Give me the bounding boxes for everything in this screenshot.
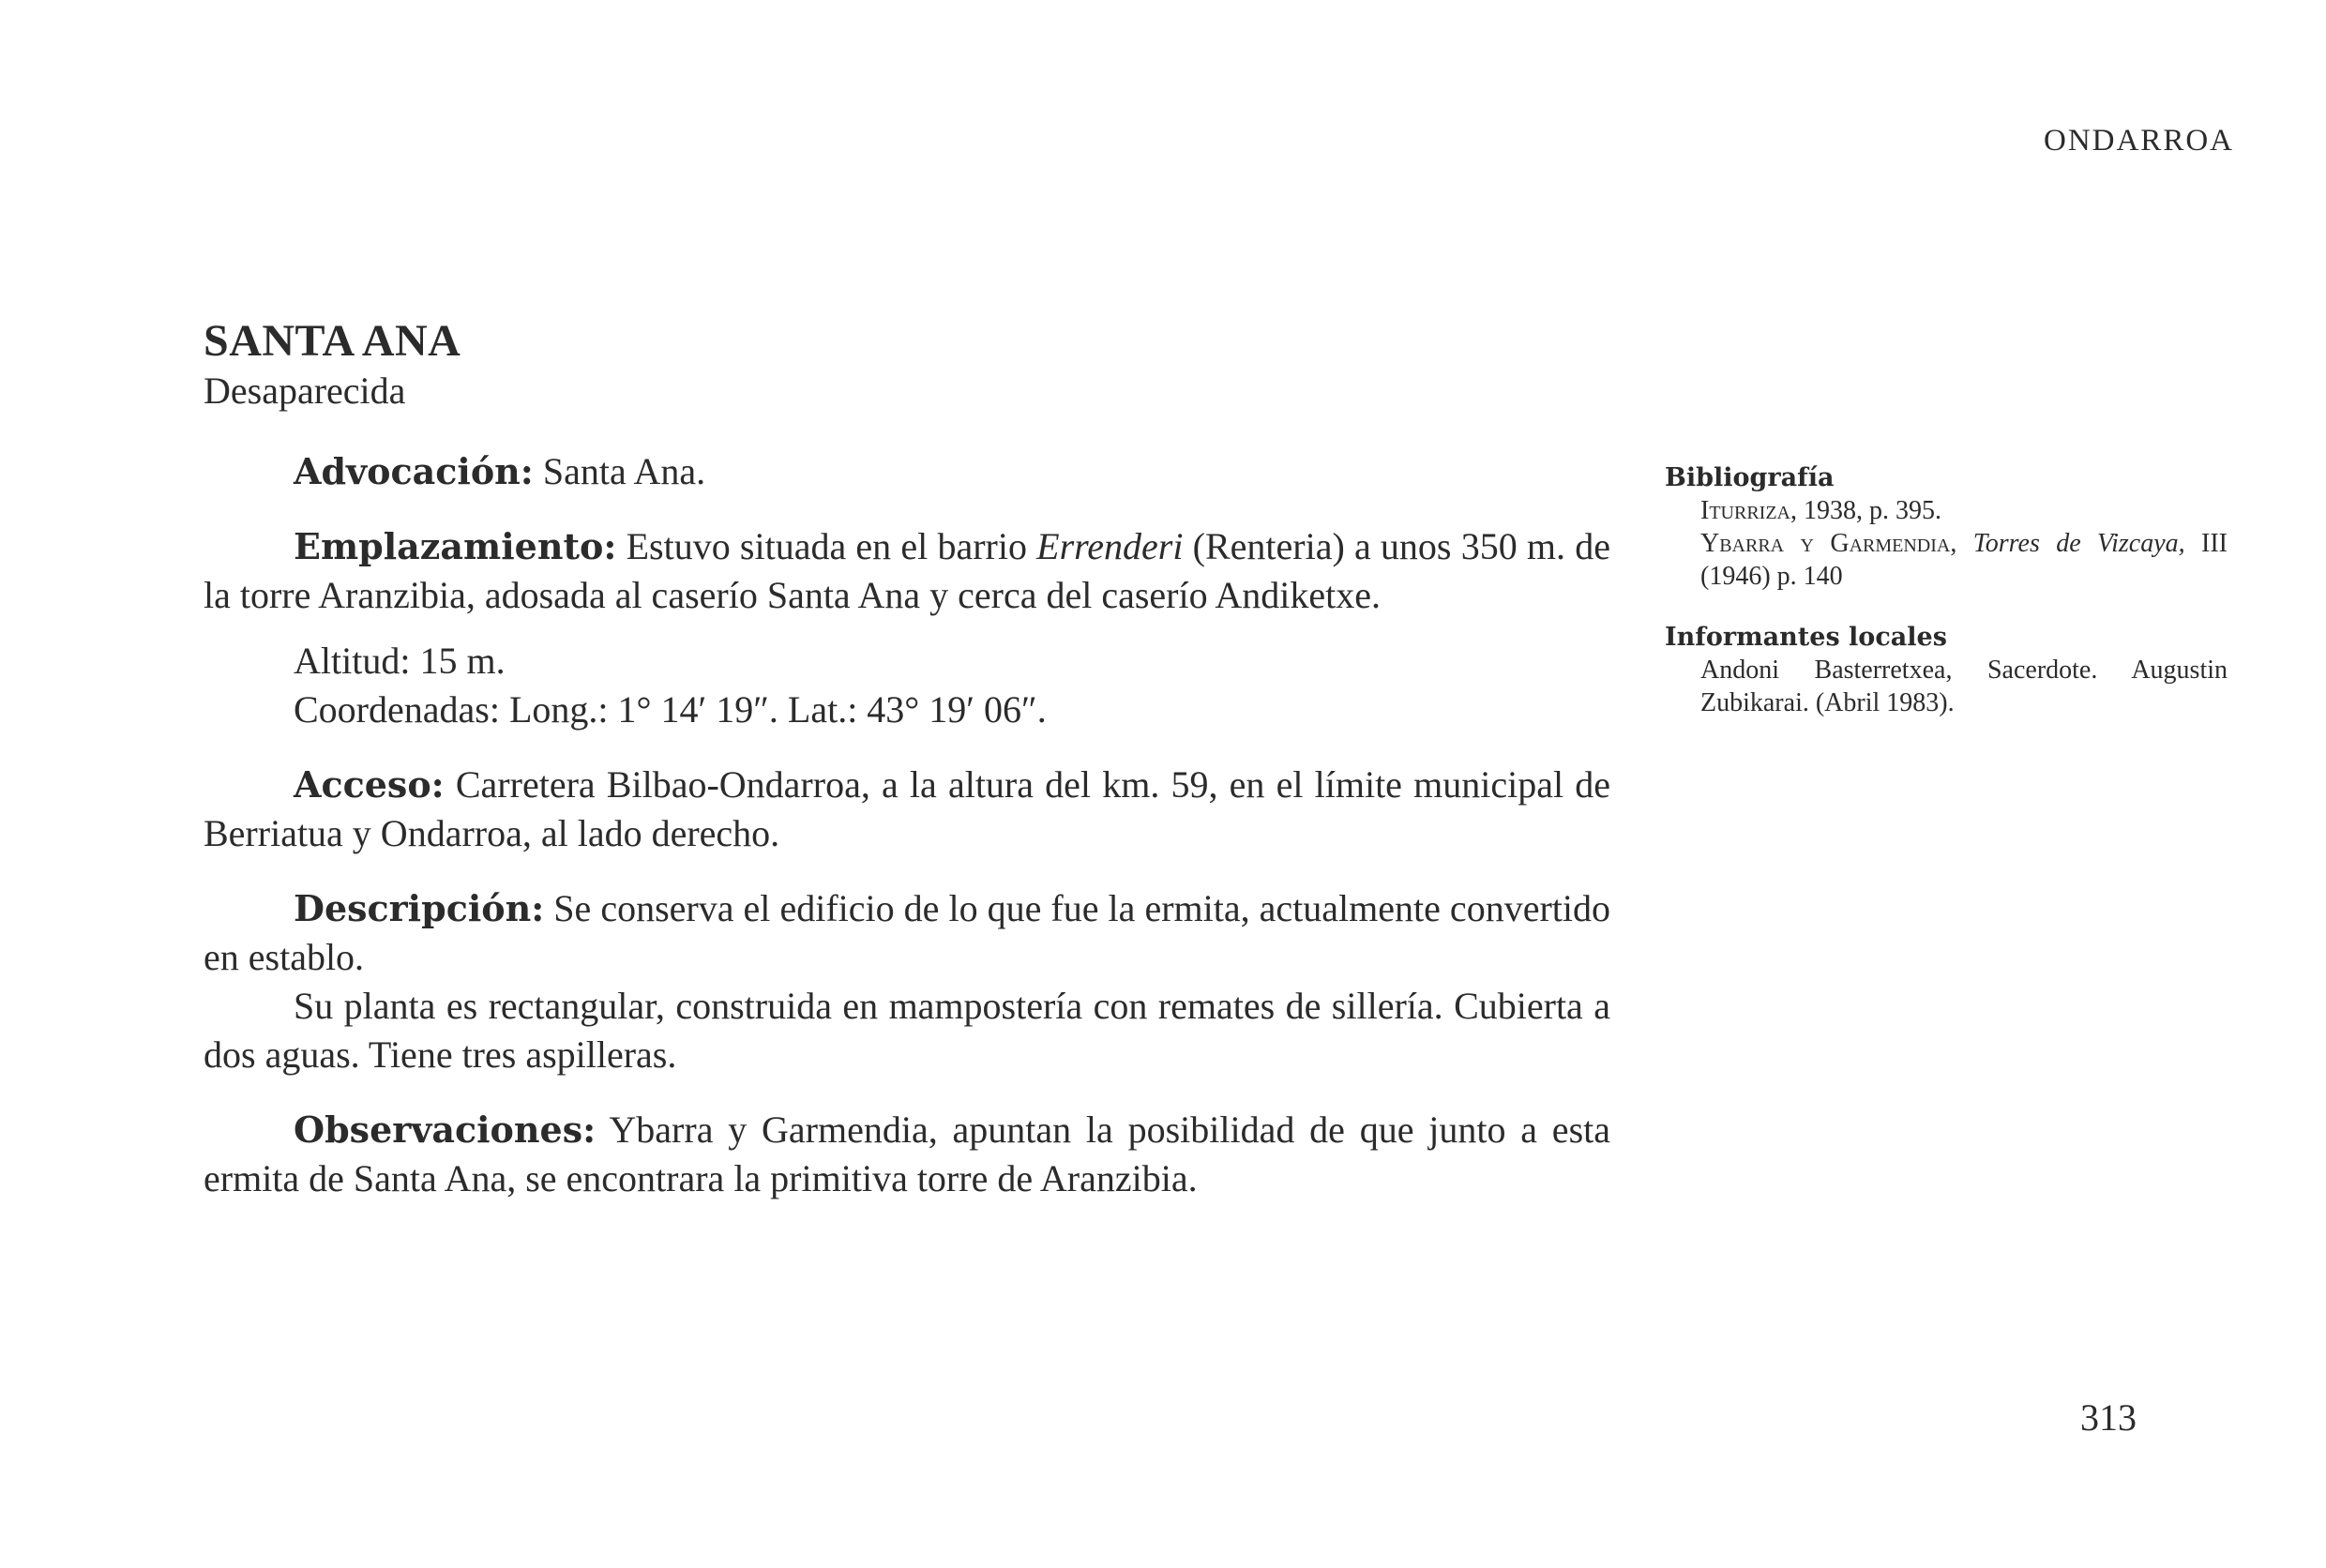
bibliografia-title: Torres de Vizcaya, <box>1972 529 2185 558</box>
bibliografia-author: Iturriza <box>1700 496 1790 525</box>
acceso-text: Carretera Bilbao-Ondarroa, a la altura del km. 59, en el límite municipal de Berriatua y Ondarroa, al lado derecho. <box>204 762 1610 854</box>
emplazamiento-text-after: (Renteria) a unos 350 m. de la torre Aranzibia, adosada al caserío Santa Ana y cerca del caserío Andiketxe. <box>204 524 1610 616</box>
coordenadas-line: Coordenadas: Long.: 1° 14′ 19″. Lat.: 43° 19′ 06″. <box>294 687 1047 731</box>
advocacion-paragraph <box>204 447 1610 496</box>
emplazamiento-text-before: Estuvo situada en el barrio <box>616 524 1037 567</box>
descripcion-paragraph <box>204 884 1610 982</box>
observaciones-label: Observaciones: <box>294 1108 597 1151</box>
acceso-paragraph <box>204 761 1610 858</box>
advocacion-label: Advocación: <box>294 449 534 492</box>
bibliografia-separator: , <box>1950 529 1973 558</box>
bibliografia-detail: III (1946) p. 140 <box>1700 529 2228 591</box>
descripcion-label: Descripción: <box>294 886 545 929</box>
descripcion-paragraph-2: Su planta es rectangular, construida en mampostería con remates de sillería. Cubierta a dos aguas. Tiene tres aspilleras. <box>204 984 1610 1076</box>
bibliografia-heading: Bibliografía <box>1665 463 1835 492</box>
acceso-label: Acceso: <box>294 762 445 806</box>
emplazamiento-paragraph <box>204 522 1610 620</box>
coordinates-block <box>204 637 1610 734</box>
entry-subtitle: Desaparecida <box>204 369 406 412</box>
informantes-section <box>1665 621 2228 719</box>
page-number: 313 <box>2080 1396 2137 1439</box>
bibliografia-entry <box>1700 527 2228 593</box>
emplazamiento-label: Emplazamiento: <box>294 524 617 567</box>
observaciones-text: Ybarra y Garmendia, apuntan la posibilidad de que junto a esta ermita de Santa Ana, se encontrara la primitiva torre de Aranzibia. <box>204 1108 1610 1199</box>
observaciones-paragraph <box>204 1106 1610 1203</box>
informantes-text: Andoni Basterretxea, Sacerdote. Augustin Zubikarai. (Abril 1983). <box>1700 656 2228 717</box>
sidebar-notes <box>1665 461 2228 747</box>
bibliografia-author: Ybarra y Garmendia <box>1700 529 1951 558</box>
main-column <box>204 317 1610 1229</box>
running-head: ONDARROA <box>2043 124 2234 158</box>
advocacion-text: Santa Ana. <box>533 449 706 492</box>
altitud-line: Altitud: 15 m. <box>294 639 506 682</box>
bibliografia-entry <box>1700 494 2228 527</box>
entry-title: SANTA ANA <box>204 316 461 366</box>
bibliografia-detail: , 1938, p. 395. <box>1790 496 1941 525</box>
informantes-heading: Informantes locales <box>1665 623 1947 652</box>
bibliografia-section <box>1665 461 2228 593</box>
emplazamiento-barrio: Errenderi <box>1036 524 1184 567</box>
descripcion-text: Se conserva el edificio de lo que fue la ermita, actualmente convertido en establo. <box>204 886 1610 978</box>
